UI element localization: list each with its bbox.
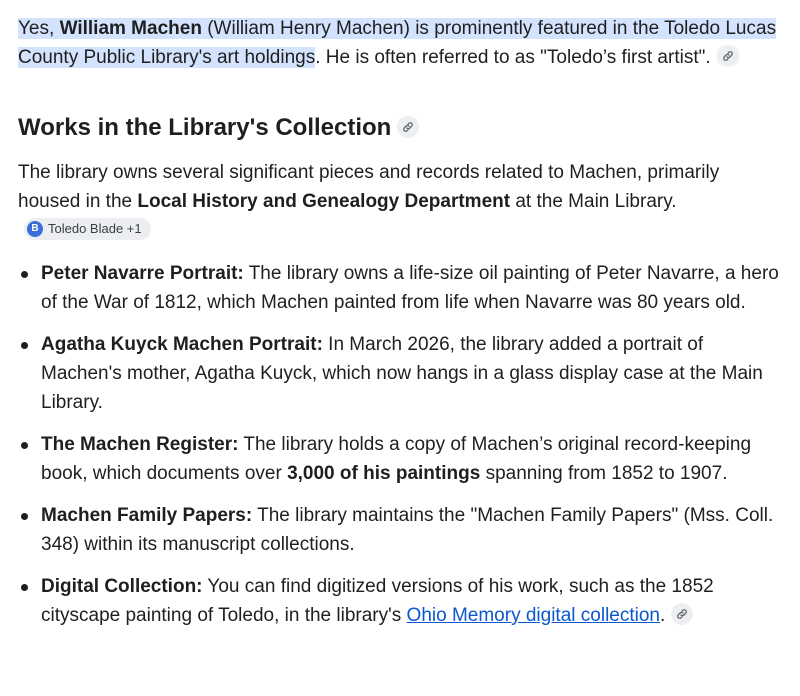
item-title: Machen Family Papers:: [41, 505, 253, 526]
item-text: The library maintains the "Machen Family Papers" (Mss. Coll. 348) within its manuscript collections.: [41, 505, 774, 555]
intro-tail: . He is often referred to as "Toledo’s first artist".: [315, 47, 711, 68]
bullet: [21, 442, 28, 449]
section-para-start: The library owns several significant pieces and records related to Machen, primarily housed in the: [18, 162, 720, 212]
intro-yes: Yes,: [18, 18, 60, 39]
bullet: [21, 513, 28, 520]
item-text-end: .: [660, 605, 666, 626]
item-bold: 3,000 of his paintings: [287, 463, 481, 484]
section-heading-text: Works in the Library's Collection: [18, 114, 392, 141]
item-text: You can find digitized versions of his work, such as the 1852 cityscape painting of Toledo, in the library's: [41, 576, 714, 626]
section-para-bold: Local History and Genealogy Department: [137, 191, 511, 212]
item-text: In March 2026, the library added a portrait of Machen's mother, Agatha Kuyck, which now hangs in a glass display case at the Main Library.: [41, 334, 763, 413]
item-title: Digital Collection:: [41, 576, 203, 597]
intro-paragraph: [18, 14, 782, 72]
source-chip[interactable]: [24, 218, 151, 240]
intro-highlight-text: (William Henry Machen) is prominently featured in the Toledo Lucas County Public Library's art holdings: [18, 18, 777, 68]
ohio-memory-link[interactable]: Ohio Memory digital collection: [406, 605, 660, 626]
section-paragraph: [18, 158, 782, 245]
link-icon[interactable]: [717, 45, 739, 67]
bullet: [21, 342, 28, 349]
item-text: The library holds a copy of Machen’s original record-keeping book, which documents over: [41, 434, 752, 484]
link-icon[interactable]: [671, 603, 693, 625]
item-title: Agatha Kuyck Machen Portrait:: [41, 334, 323, 355]
item-text: The library owns a life-size oil painting of Peter Navarre, a hero of the War of 1812, which Machen painted from life when Navarre was 80 years old.: [41, 263, 779, 313]
list-item: [18, 259, 782, 317]
link-icon[interactable]: [397, 116, 419, 138]
list-item: [18, 330, 782, 417]
section-heading-row: [18, 112, 782, 144]
section-heading: [18, 112, 782, 144]
collection-list: [18, 259, 782, 630]
source-badge: B: [27, 221, 43, 237]
intro-name: William Machen: [59, 18, 202, 39]
item-text-end: spanning from 1852 to 1907.: [480, 463, 728, 484]
bullet: [21, 584, 28, 591]
item-title: The Machen Register:: [41, 434, 239, 455]
section-para-end: at the Main Library.: [510, 191, 677, 212]
list-item: [18, 501, 782, 559]
item-title: Peter Navarre Portrait:: [41, 263, 244, 284]
list-item: [18, 430, 782, 488]
list-item: [18, 572, 782, 630]
bullet: [21, 271, 28, 278]
source-label: Toledo Blade +1: [48, 221, 142, 237]
